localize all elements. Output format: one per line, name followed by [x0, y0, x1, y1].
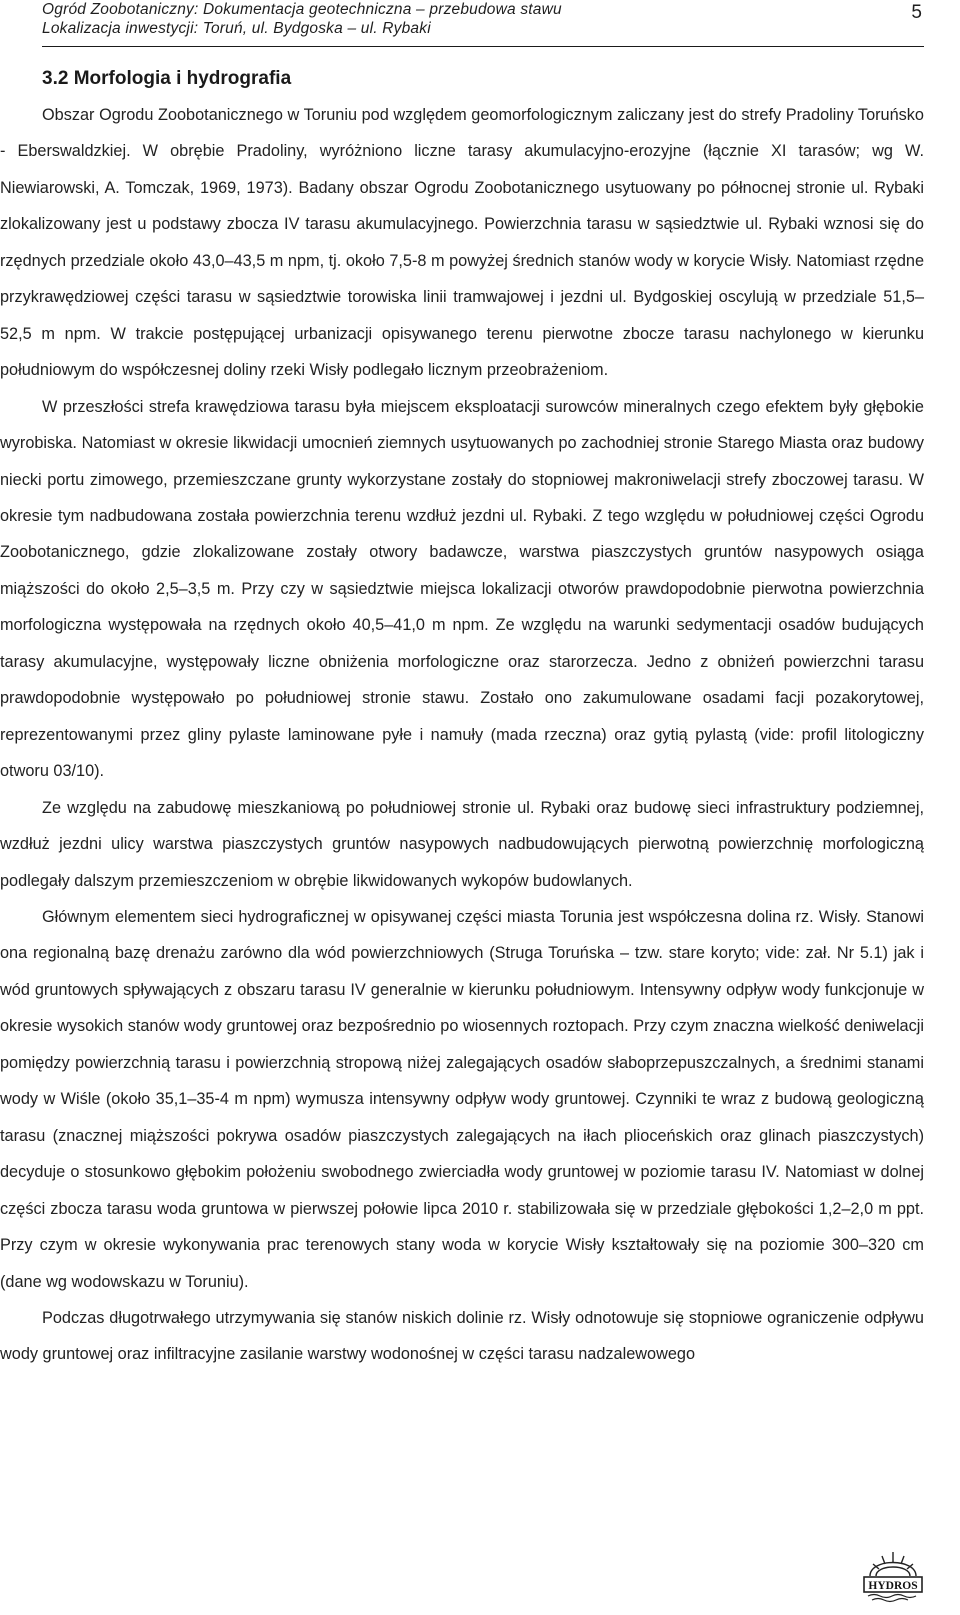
header-location: Lokalizacja inwestycji: Toruń, ul. Bydgoska – ul. Rybaki [42, 20, 431, 37]
hydros-logo-graphic [862, 1546, 924, 1604]
hydros-logo [862, 1546, 924, 1604]
section-heading: 3.2 Morfologia i hydrografia [42, 68, 292, 89]
paragraph-hydrography: Głównym elementem sieci hydrograficznej w opisywanej części miasta Torunia jest współczesna dolina rz. Wisły. Stanowi ona regionalną bazę drenażu zarówno dla wód powierzchniowych (Struga Toruńska – tzw. stare koryto; vide: zał. Nr 5.1) jak i wód gruntowych spływających z obszaru tarasu IV generalnie w kierunku południowym. Intensywny odpływ wody funkcjonuje w okresie wysokich stanów wody gruntowej oraz bezpośrednio po wiosennych roztopach. Przy czym znaczna wielkość deniwelacji pomiędzy powierzchnią tarasu i powierzchnią stropową niżej zalegających osadów słaboprzepuszczalnych, a średnimi stanami wody w Wiśle (około 35,1–35-4 m npm) wymusza intensywny odpływ wody gruntowej. Czynniki te wraz z budową geologiczną tarasu (znacznej miąższości pokrywa osadów piaszczystych zalegających na iłach plioceńskich oraz glinach piaszczystych) decyduje o stosunkowo głębokim położeniu swobodnego zwierciadła wody gruntowej w poziomie tarasu IV. Natomiast w dolnej części zbocza tarasu woda gruntowa w pierwszej połowie lipca 2010 r. stabilizowała się w przedziale głębokości 1,2–2,0 m ppt. Przy czym w okresie wykonywania prac terenowych stany woda w korycie Wisły kształtowały się na poziomie 300–320 cm (dane wg wodowskazu w Toruniu). [0, 907, 924, 1291]
header-document-title: Ogród Zoobotaniczny: Dokumentacja geotechniczna – przebudowa stawu [42, 1, 562, 18]
body-text [0, 97, 924, 1373]
paragraph-history: W przeszłości strefa krawędziowa tarasu była miejscem eksploatacji surowców mineralnych czego efektem były głębokie wyrobiska. Natomiast w okresie likwidacji umocnień ziemnych usytuowanych po zachodniej stronie Starego Miasta oraz budowy niecki portu zimowego, przemieszczane grunty wykorzystane zostały do stopniowej makroniwelacji strefy zboczowej tarasu. W okresie tym nadbudowana została powierzchnia terenu wzdłuż jezdni ul. Rybaki. Z tego względu w południowej części Ogrodu Zoobotanicznego, gdzie zlokalizowane zostały otwory badawcze, warstwa piaszczystych gruntów nasypowych osiąga miąższości do około 2,5–3,5 m. Przy czy w sąsiedztwie miejsca lokalizacji otworów prawdopodobnie pierwotna powierzchnia morfologiczna występowała na rzędnych około 40,5–41,0 m npm. Ze względu na warunki sedymentacji osadów budujących tarasy akumulacyjne, występowały liczne obniżenia morfologiczne oraz starorzecza. Jedno z obniżeń powierzchni tarasu prawdopodobnie występowało po południowej stronie stawu. Zostało ono zakumulowane osadami facji pozakorytowej, reprezentowanymi przez gliny pylaste laminowane pyłe i namuły (mada rzeczna) oraz gytią pylastą (vide: profil litologiczny otworu 03/10). [0, 397, 924, 781]
paragraph-low-water: Podczas długotrwałego utrzymywania się stanów niskich dolinie rz. Wisły odnotowuje się stopniowe ograniczenie odpływu wody gruntowej oraz infiltracyjne zasilanie warstwy wodonośnej w części tarasu nadzalewowego [0, 1308, 924, 1364]
paragraph-morphology: Obszar Ogrodu Zoobotanicznego w Toruniu pod względem geomorfologicznym zaliczany jest do strefy Pradoliny Toruńsko - Eberswaldzkiej. W obrębie Pradoliny, wyróżniono liczne tarasy akumulacyjno-erozyjne (łącznie XI tarasów; wg W. Niewiarowski, A. Tomczak, 1969, 1973). Badany obszar Ogrodu Zoobotanicznego usytuowany po północnej stronie ul. Rybaki zlokalizowany jest u podstawy zbocza IV tarasu akumulacyjnego. Powierzchnia tarasu w sąsiedztwie ul. Rybaki wznosi się do rzędnych przedziale około 43,0–43,5 m npm, tj. około 7,5-8 m powyżej średnich stanów wody w korycie Wisły. Natomiast rzędne przykrawędziowej części tarasu w sąsiedztwie torowiska linii tramwajowej i jezdni ul. Bydgoskiej oscylują w przedziale 51,5–52,5 m npm. W trakcie postępującej urbanizacji opisywanego terenu pierwotne zbocze tarasu nachylonego w kierunku południowym do współczesnej doliny rzeki Wisły podlegało licznym przeobrażeniom. [0, 106, 924, 380]
paragraph-development: Ze względu na zabudowę mieszkaniową po południowej stronie ul. Rybaki oraz budowę sieci infrastruktury podziemnej, wzdłuż jezdni ulicy warstwa piaszczystych gruntów nasypowych nadbudowujących pierwotną powierzchnię morfologiczną podlegały dalszym przemieszczeniom w obrębie likwidowanych wykopów budowlanych. [0, 798, 924, 890]
page-header [42, 0, 922, 54]
logo-lettering: HYDROS [868, 1580, 918, 1592]
page-number: 5 [911, 2, 922, 23]
header-rule [42, 46, 924, 47]
